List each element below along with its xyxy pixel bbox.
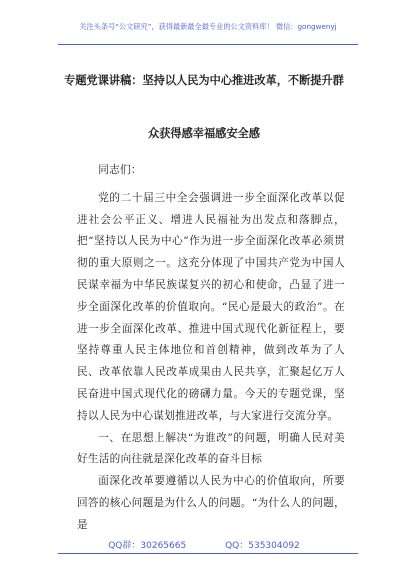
greeting: 同志们：: [98, 164, 142, 176]
footer-qq-group: QQ群：30265665: [108, 541, 187, 551]
header-watermark-text: 关注头条号“公文研究”，获得最新最全最专业的公文资料库！ 微信：gongwenyj: [79, 22, 337, 31]
document-body: [77, 160, 345, 537]
document-title-line-1: 专题党课讲稿：坚持以人民为中心推进改革，不断提升群: [64, 74, 344, 87]
document-title-line-2: 众获得感幸福感安全感: [148, 127, 260, 140]
header-divider: [58, 44, 358, 45]
footer-divider: [58, 553, 358, 554]
section-heading-1: 一、在思想上解决“为谁改”的问题，明确人民对美好生活的向往就是深化改革的奋斗目标: [77, 431, 345, 466]
paragraph-intro: 党的二十届三中全会强调进一步全面深化改革以促进社会公平正义、增进人民福祉为出发点和落脚点，把“坚持以人民为中心”作为进一步全面深化改革必须贯彻的重大原则之一。这充分体现了中国共产党为中国人民谋幸福为中华民族谋复兴的初心和使命，凸显了进一步全面深化改革的价值取向。“民心是最大的政治”。在进一步全面深化改革、推进中国式现代化新征程上，要坚持尊重人民主体地位和首创精神，做到改革为了人民、改革依靠人民改革成果由人民共享，汇聚起亿万人民奋进中国式现代化的磅礴力量。今天的专题党课，坚持以人民为中心谋划推进改革，与大家进行交流分享。: [77, 191, 345, 422]
footer-contact: [0, 540, 408, 552]
paragraph-section-1: 面深化改革要遵循以人民为中心的价值取向，所要回答的核心问题是为什么人的问题。“为什么人的问题，是: [77, 475, 345, 531]
footer-qq-number: QQ：535304092: [225, 541, 300, 551]
